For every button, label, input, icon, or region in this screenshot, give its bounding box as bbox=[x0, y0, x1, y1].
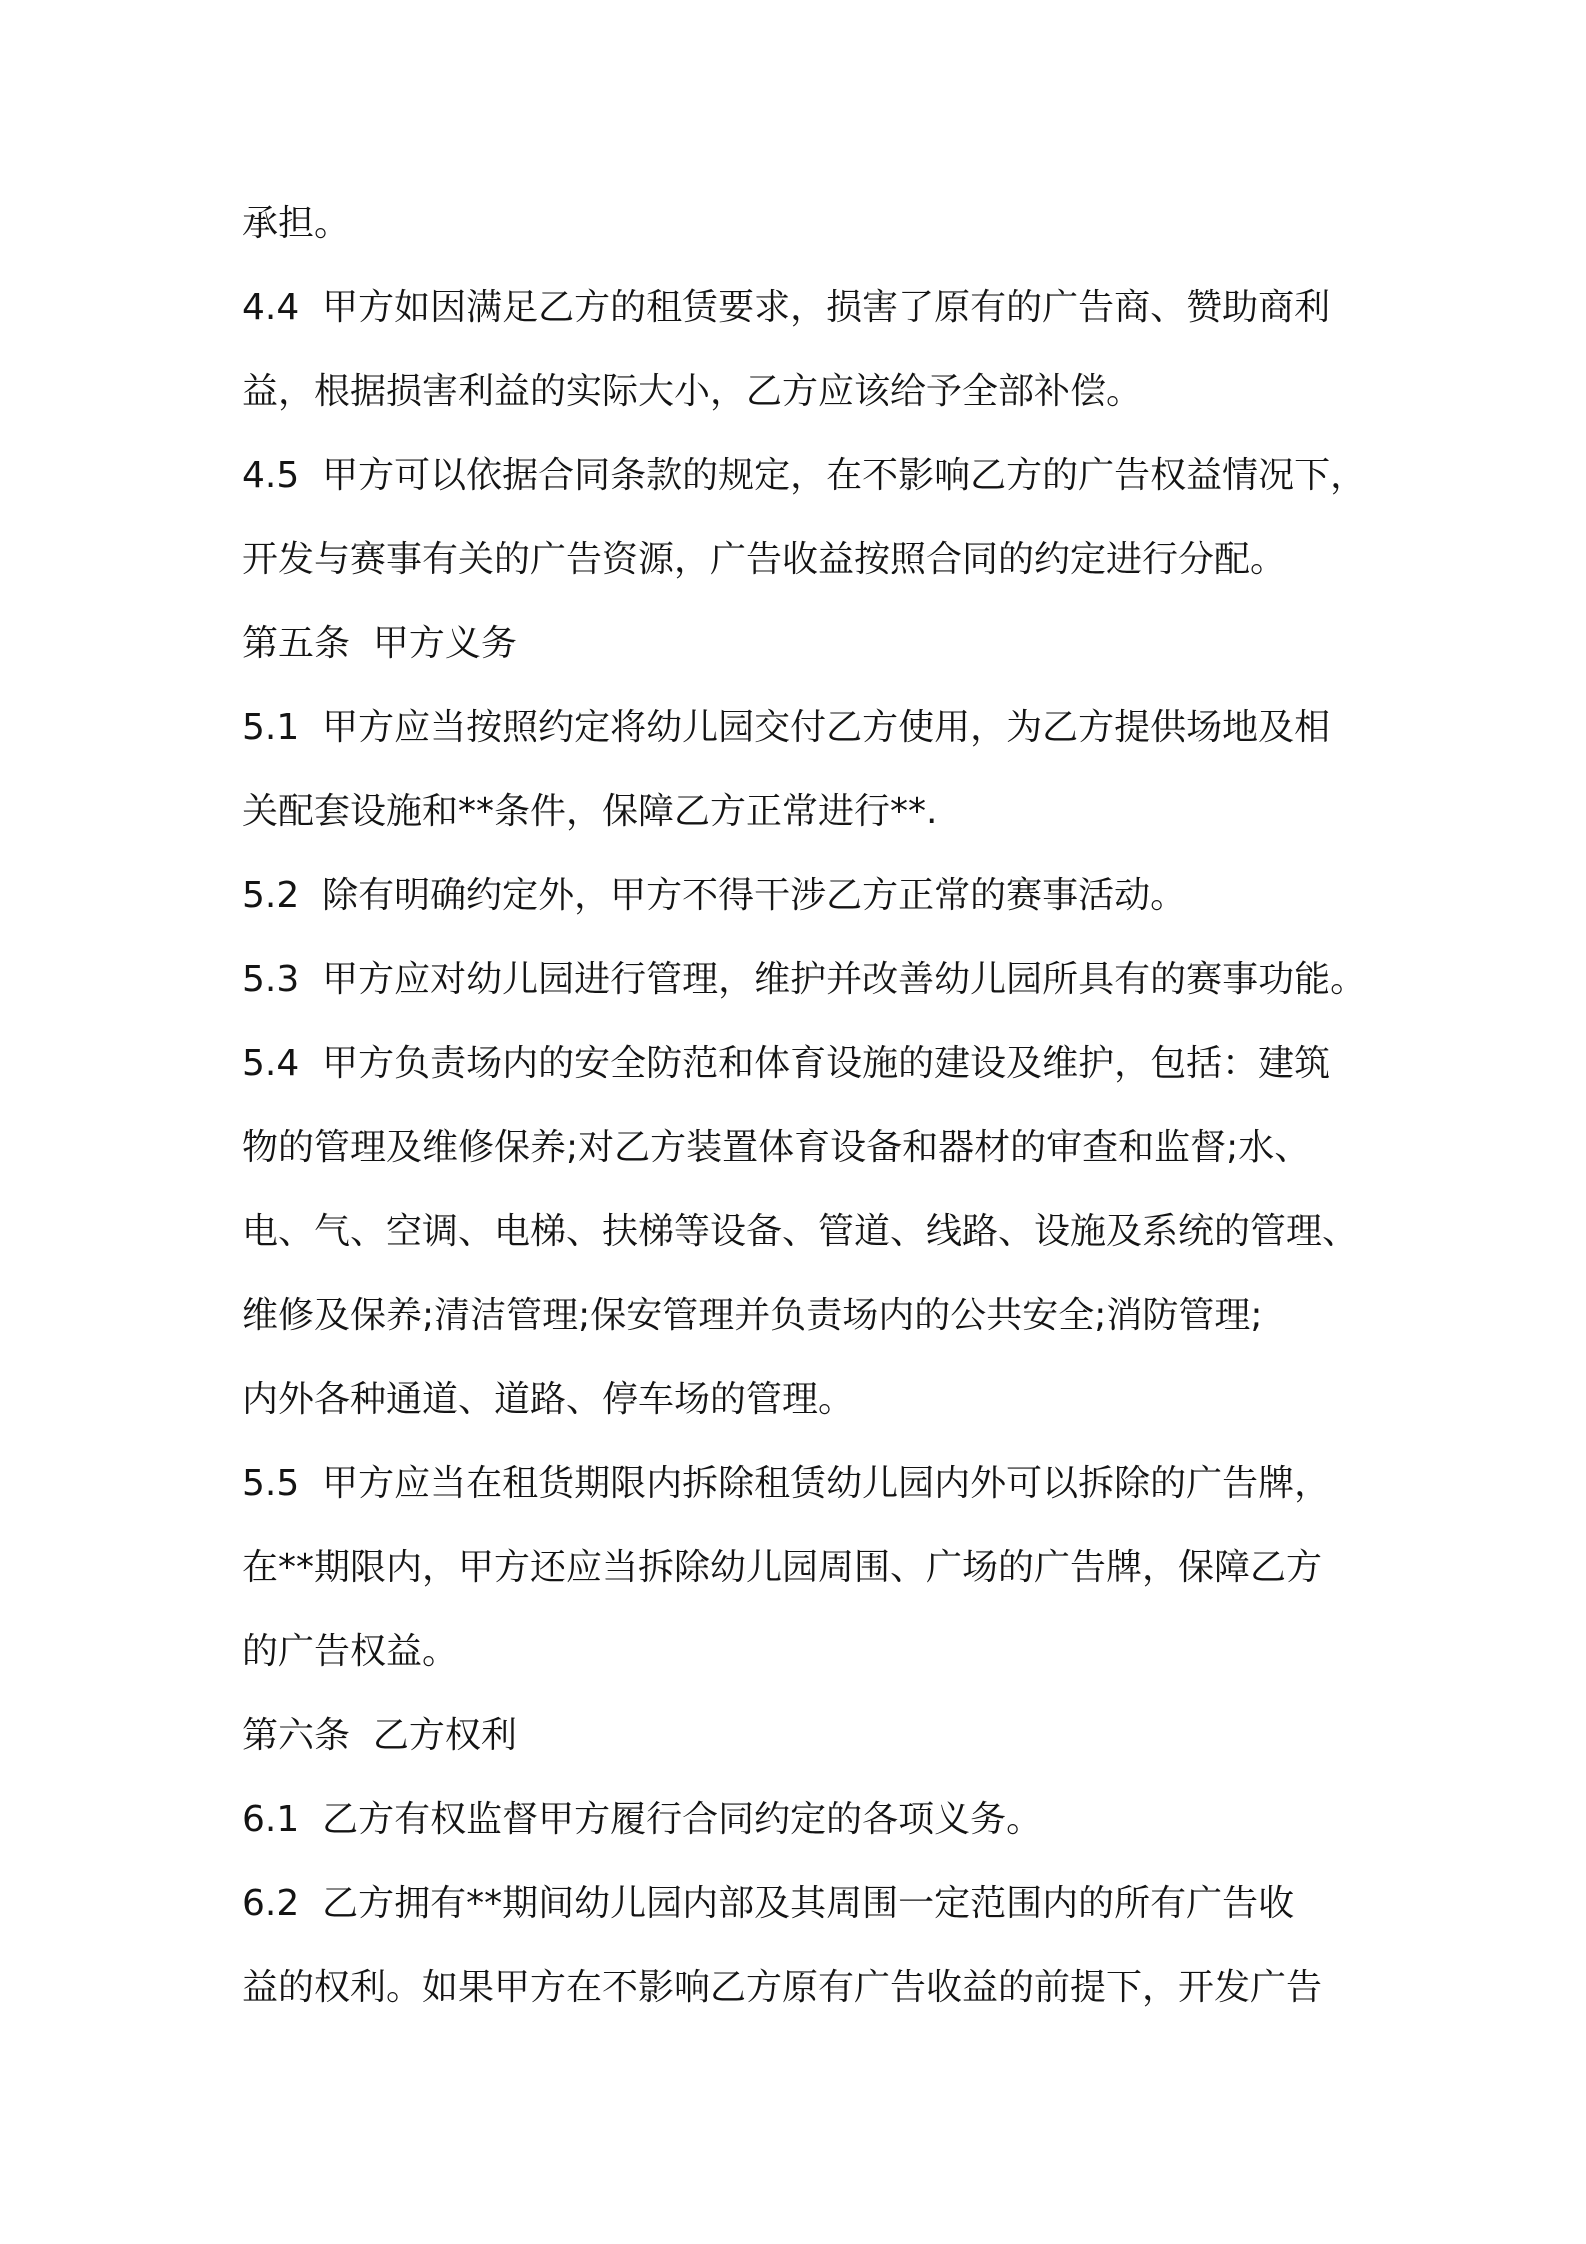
clause-6-2-line: 益的权利。如果甲方在不影响乙方原有广告收益的前提下，开发广告 bbox=[242, 1967, 1323, 2008]
clause-5-4-line: 内外各种通道、道路、停车场的管理。 bbox=[242, 1379, 855, 1420]
clause-4-5-line: 开发与赛事有关的广告资源，广告收益按照合同的约定进行分配。 bbox=[242, 539, 1287, 580]
clause-6-1-line: 6.1 乙方有权监督甲方履行合同约定的各项义务。 bbox=[242, 1799, 1043, 1840]
clause-5-5-line: 的广告权益。 bbox=[242, 1631, 459, 1672]
section-heading-article-5: 第五条 甲方义务 bbox=[242, 623, 517, 664]
clause-5-1-line: 关配套设施和**条件，保障乙方正常进行**. bbox=[242, 791, 938, 832]
clause-5-5-line: 在**期限内，甲方还应当拆除幼儿园周围、广场的广告牌，保障乙方 bbox=[242, 1547, 1323, 1588]
clause-5-5-line: 5.5 甲方应当在租货期限内拆除租赁幼儿园内外可以拆除的广告牌， bbox=[242, 1463, 1331, 1504]
clause-5-3-line: 5.3 甲方应对幼儿园进行管理，维护并改善幼儿园所具有的赛事功能。 bbox=[242, 959, 1367, 1000]
clause-4-4-line: 4.4 甲方如因满足乙方的租赁要求，损害了原有的广告商、赞助商利 bbox=[242, 287, 1331, 328]
section-heading-article-6: 第六条 乙方权利 bbox=[242, 1715, 517, 1756]
clause-4-4-line: 益，根据损害利益的实际大小，乙方应该给予全部补偿。 bbox=[242, 371, 1143, 412]
clause-5-1-line: 5.1 甲方应当按照约定将幼儿园交付乙方使用，为乙方提供场地及相 bbox=[242, 707, 1331, 748]
clause-5-4-line: 5.4 甲方负责场内的安全防范和体育设施的建设及维护，包括：建筑 bbox=[242, 1043, 1331, 1084]
clause-5-2-line: 5.2 除有明确约定外，甲方不得干涉乙方正常的赛事活动。 bbox=[242, 875, 1187, 916]
clause-5-4-line: 物的管理及维修保养;对乙方装置体育设备和器材的审查和监督;水、 bbox=[242, 1127, 1311, 1168]
clause-5-4-line: 维修及保养;清洁管理;保安管理并负责场内的公共安全;消防管理; bbox=[242, 1295, 1263, 1336]
clause-4-5-line: 4.5 甲方可以依据合同条款的规定，在不影响乙方的广告权益情况下， bbox=[242, 455, 1367, 496]
clause-text-line: 承担。 bbox=[242, 203, 351, 244]
clause-5-4-line: 电、气、空调、电梯、扶梯等设备、管道、线路、设施及系统的管理、 bbox=[242, 1211, 1359, 1252]
clause-6-2-line: 6.2 乙方拥有**期间幼儿园内部及其周围一定范围内的所有广告收 bbox=[242, 1883, 1295, 1924]
